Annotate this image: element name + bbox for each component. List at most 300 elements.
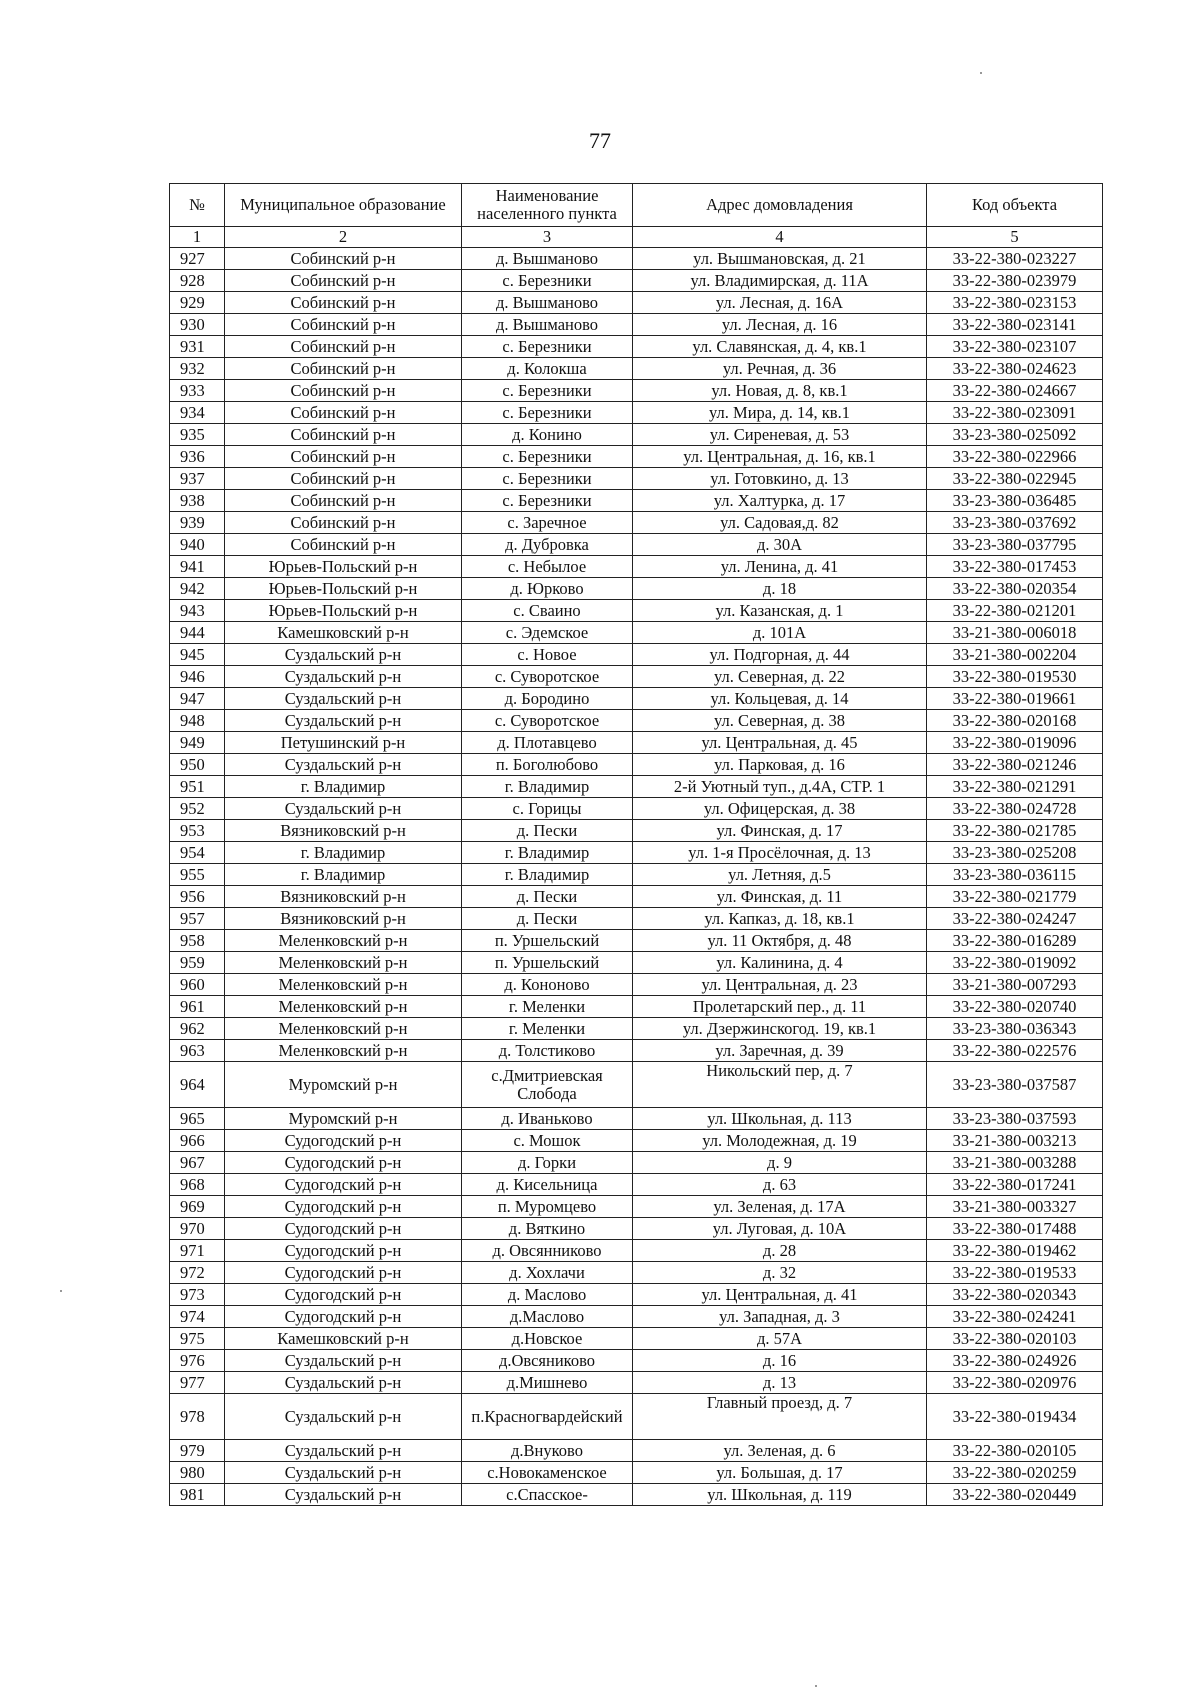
cell-settlement: п. Боголюбово <box>462 754 633 776</box>
cell-object-code: 33-22-380-019533 <box>927 1262 1103 1284</box>
cell-object-code: 33-22-380-020168 <box>927 710 1103 732</box>
cell-address: ул. Садовая,д. 82 <box>633 512 927 534</box>
table-row <box>170 798 1103 820</box>
cell-number: 974 <box>170 1306 225 1328</box>
table-row <box>170 688 1103 710</box>
table-row <box>170 622 1103 644</box>
cell-number: 934 <box>170 402 225 424</box>
cell-address: ул. Речная, д. 36 <box>633 358 927 380</box>
cell-settlement: п. Уршельский <box>462 952 633 974</box>
registry-table <box>169 183 1103 1506</box>
cell-address: д. 30А <box>633 534 927 556</box>
cell-settlement: с. Горицы <box>462 798 633 820</box>
table-row <box>170 1040 1103 1062</box>
cell-object-code: 33-22-380-024241 <box>927 1306 1103 1328</box>
table-row <box>170 556 1103 578</box>
cell-settlement: с. Березники <box>462 490 633 512</box>
cell-settlement: с.Спасское- <box>462 1484 633 1506</box>
table-row <box>170 930 1103 952</box>
cell-address: ул. Зеленая, д. 6 <box>633 1440 927 1462</box>
cell-settlement: д. Пески <box>462 886 633 908</box>
cell-object-code: 33-22-380-020343 <box>927 1284 1103 1306</box>
cell-municipality: Муромский р-н <box>225 1108 462 1130</box>
cell-object-code: 33-21-380-006018 <box>927 622 1103 644</box>
cell-municipality: Судогодский р-н <box>225 1284 462 1306</box>
cell-settlement: д. Плотавцево <box>462 732 633 754</box>
table-row <box>170 732 1103 754</box>
cell-settlement: д. Хохлачи <box>462 1262 633 1284</box>
cell-settlement: г. Меленки <box>462 1018 633 1040</box>
table-row <box>170 600 1103 622</box>
cell-address: ул. Большая, д. 17 <box>633 1462 927 1484</box>
table-row <box>170 336 1103 358</box>
cell-object-code: 33-23-380-037795 <box>927 534 1103 556</box>
scan-speck <box>815 1685 817 1687</box>
table-row <box>170 1152 1103 1174</box>
table-row <box>170 666 1103 688</box>
cell-object-code: 33-22-380-021291 <box>927 776 1103 798</box>
cell-settlement: с. Березники <box>462 446 633 468</box>
cell-municipality: Вязниковский р-н <box>225 908 462 930</box>
cell-object-code: 33-22-380-023979 <box>927 270 1103 292</box>
cell-object-code: 33-23-380-037593 <box>927 1108 1103 1130</box>
table-row <box>170 820 1103 842</box>
table-row <box>170 402 1103 424</box>
cell-address: ул. Новая, д. 8, кв.1 <box>633 380 927 402</box>
cell-municipality: Собинский р-н <box>225 314 462 336</box>
cell-settlement: д. Кисельница <box>462 1174 633 1196</box>
cell-settlement: с. Мошок <box>462 1130 633 1152</box>
cell-number: 939 <box>170 512 225 534</box>
table-row <box>170 908 1103 930</box>
cell-municipality: Юрьев-Польский р-н <box>225 578 462 600</box>
cell-object-code: 33-23-380-025092 <box>927 424 1103 446</box>
cell-address: 2-й Уютный туп., д.4А, СТР. 1 <box>633 776 927 798</box>
cell-municipality: Суздальский р-н <box>225 710 462 732</box>
cell-object-code: 33-23-380-025208 <box>927 842 1103 864</box>
cell-object-code: 33-21-380-002204 <box>927 644 1103 666</box>
cell-number: 933 <box>170 380 225 402</box>
cell-settlement: д.Овсяниково <box>462 1350 633 1372</box>
table-row <box>170 292 1103 314</box>
cell-number: 959 <box>170 952 225 974</box>
cell-number: 977 <box>170 1372 225 1394</box>
cell-settlement: г. Владимир <box>462 842 633 864</box>
table-row <box>170 270 1103 292</box>
cell-settlement: с. Суворотское <box>462 710 633 732</box>
table-row <box>170 952 1103 974</box>
cell-address: ул. Центральная, д. 16, кв.1 <box>633 446 927 468</box>
cell-municipality: г. Владимир <box>225 776 462 798</box>
column-number: 4 <box>633 227 927 248</box>
cell-number: 928 <box>170 270 225 292</box>
cell-municipality: г. Владимир <box>225 864 462 886</box>
cell-address: ул. Центральная, д. 45 <box>633 732 927 754</box>
column-number: 1 <box>170 227 225 248</box>
cell-object-code: 33-22-380-021246 <box>927 754 1103 776</box>
cell-number: 951 <box>170 776 225 798</box>
cell-number: 941 <box>170 556 225 578</box>
cell-number: 940 <box>170 534 225 556</box>
cell-municipality: Меленковский р-н <box>225 996 462 1018</box>
cell-number: 936 <box>170 446 225 468</box>
cell-address: ул. Офицерская, д. 38 <box>633 798 927 820</box>
table-row <box>170 710 1103 732</box>
cell-address: ул. Владимирская, д. 11А <box>633 270 927 292</box>
cell-settlement: с.Дмитриевская Слобода <box>462 1062 633 1108</box>
cell-object-code: 33-22-380-024926 <box>927 1350 1103 1372</box>
cell-number: 979 <box>170 1440 225 1462</box>
cell-settlement: с. Эдемское <box>462 622 633 644</box>
cell-address: ул. Кольцевая, д. 14 <box>633 688 927 710</box>
table-row <box>170 1262 1103 1284</box>
cell-object-code: 33-22-380-020259 <box>927 1462 1103 1484</box>
cell-address: ул. 1-я Просёлочная, д. 13 <box>633 842 927 864</box>
cell-settlement: с. Сваино <box>462 600 633 622</box>
cell-address: ул. Мира, д. 14, кв.1 <box>633 402 927 424</box>
table-row <box>170 1372 1103 1394</box>
table-row <box>170 1218 1103 1240</box>
cell-object-code: 33-22-380-021779 <box>927 886 1103 908</box>
cell-address: д. 28 <box>633 1240 927 1262</box>
cell-municipality: Камешковский р-н <box>225 622 462 644</box>
cell-object-code: 33-22-380-023091 <box>927 402 1103 424</box>
cell-address: ул. Центральная, д. 41 <box>633 1284 927 1306</box>
cell-object-code: 33-22-380-017488 <box>927 1218 1103 1240</box>
cell-settlement: д. Маслово <box>462 1284 633 1306</box>
cell-settlement: д. Вышманово <box>462 314 633 336</box>
cell-settlement: с. Заречное <box>462 512 633 534</box>
cell-municipality: Меленковский р-н <box>225 930 462 952</box>
cell-municipality: Юрьев-Польский р-н <box>225 556 462 578</box>
cell-municipality: Вязниковский р-н <box>225 886 462 908</box>
cell-object-code: 33-21-380-007293 <box>927 974 1103 996</box>
header-cell-settlement: Наименование населенного пункта <box>462 184 633 227</box>
cell-municipality: Собинский р-н <box>225 270 462 292</box>
cell-number: 937 <box>170 468 225 490</box>
cell-number: 932 <box>170 358 225 380</box>
cell-address: Никольский пер, д. 7 <box>633 1062 927 1108</box>
cell-address: ул. Северная, д. 22 <box>633 666 927 688</box>
cell-number: 981 <box>170 1484 225 1506</box>
cell-settlement: д. Вышманово <box>462 292 633 314</box>
cell-address: ул. Сиреневая, д. 53 <box>633 424 927 446</box>
cell-address: ул. Северная, д. 38 <box>633 710 927 732</box>
cell-number: 963 <box>170 1040 225 1062</box>
cell-address: ул. Финская, д. 11 <box>633 886 927 908</box>
cell-municipality: Суздальский р-н <box>225 644 462 666</box>
cell-municipality: Судогодский р-н <box>225 1196 462 1218</box>
cell-settlement: д.Новское <box>462 1328 633 1350</box>
cell-settlement: п.Красногвардейский <box>462 1394 633 1440</box>
scan-speck <box>980 72 982 74</box>
cell-object-code: 33-23-380-036485 <box>927 490 1103 512</box>
cell-municipality: Суздальский р-н <box>225 1372 462 1394</box>
table-row <box>170 248 1103 270</box>
scan-speck <box>60 1290 62 1292</box>
table-row <box>170 468 1103 490</box>
cell-address: ул. 11 Октября, д. 48 <box>633 930 927 952</box>
cell-number: 965 <box>170 1108 225 1130</box>
cell-address: д. 101А <box>633 622 927 644</box>
cell-municipality: Собинский р-н <box>225 402 462 424</box>
cell-object-code: 33-22-380-023227 <box>927 248 1103 270</box>
cell-address: ул. Летняя, д.5 <box>633 864 927 886</box>
table-row <box>170 1462 1103 1484</box>
cell-municipality: Собинский р-н <box>225 490 462 512</box>
column-number-row <box>170 227 1103 248</box>
cell-address: д. 63 <box>633 1174 927 1196</box>
table-row <box>170 754 1103 776</box>
cell-number: 927 <box>170 248 225 270</box>
table-row <box>170 996 1103 1018</box>
cell-municipality: Собинский р-н <box>225 446 462 468</box>
cell-municipality: Собинский р-н <box>225 336 462 358</box>
cell-address: ул. Молодежная, д. 19 <box>633 1130 927 1152</box>
cell-settlement: с. Новое <box>462 644 633 666</box>
cell-object-code: 33-22-380-019661 <box>927 688 1103 710</box>
cell-number: 969 <box>170 1196 225 1218</box>
cell-object-code: 33-21-380-003327 <box>927 1196 1103 1218</box>
cell-object-code: 33-23-380-037692 <box>927 512 1103 534</box>
cell-object-code: 33-22-380-021201 <box>927 600 1103 622</box>
header-row <box>170 184 1103 227</box>
table-row <box>170 1196 1103 1218</box>
cell-municipality: Собинский р-н <box>225 248 462 270</box>
cell-settlement: п. Муромцево <box>462 1196 633 1218</box>
column-number: 2 <box>225 227 462 248</box>
cell-settlement: д. Кононово <box>462 974 633 996</box>
cell-object-code: 33-22-380-023153 <box>927 292 1103 314</box>
table-row <box>170 1174 1103 1196</box>
cell-municipality: Меленковский р-н <box>225 974 462 996</box>
cell-municipality: Судогодский р-н <box>225 1306 462 1328</box>
cell-municipality: Суздальский р-н <box>225 1394 462 1440</box>
table-header <box>170 184 1103 248</box>
cell-municipality: Петушинский р-н <box>225 732 462 754</box>
table-row <box>170 1350 1103 1372</box>
cell-number: 980 <box>170 1462 225 1484</box>
cell-number: 938 <box>170 490 225 512</box>
cell-municipality: Суздальский р-н <box>225 688 462 710</box>
cell-number: 962 <box>170 1018 225 1040</box>
cell-object-code: 33-22-380-024667 <box>927 380 1103 402</box>
cell-settlement: с. Березники <box>462 468 633 490</box>
cell-settlement: д. Вяткино <box>462 1218 633 1240</box>
cell-address: ул. Школьная, д. 113 <box>633 1108 927 1130</box>
cell-settlement: д. Вышманово <box>462 248 633 270</box>
cell-municipality: Суздальский р-н <box>225 1350 462 1372</box>
cell-number: 964 <box>170 1062 225 1108</box>
cell-object-code: 33-22-380-024728 <box>927 798 1103 820</box>
table-row <box>170 1062 1103 1108</box>
cell-number: 945 <box>170 644 225 666</box>
table-body <box>170 248 1103 1506</box>
table-row <box>170 1108 1103 1130</box>
table-row <box>170 1284 1103 1306</box>
cell-number: 966 <box>170 1130 225 1152</box>
cell-address: ул. Дзержинскогод. 19, кв.1 <box>633 1018 927 1040</box>
cell-object-code: 33-22-380-020354 <box>927 578 1103 600</box>
cell-address: ул. Парковая, д. 16 <box>633 754 927 776</box>
cell-settlement: г. Меленки <box>462 996 633 1018</box>
cell-settlement: д.Мишнево <box>462 1372 633 1394</box>
cell-address: ул. Казанская, д. 1 <box>633 600 927 622</box>
cell-object-code: 33-21-380-003288 <box>927 1152 1103 1174</box>
cell-number: 942 <box>170 578 225 600</box>
cell-municipality: Суздальский р-н <box>225 666 462 688</box>
cell-object-code: 33-23-380-036115 <box>927 864 1103 886</box>
cell-object-code: 33-22-380-020976 <box>927 1372 1103 1394</box>
cell-object-code: 33-22-380-017453 <box>927 556 1103 578</box>
cell-address: ул. Калинина, д. 4 <box>633 952 927 974</box>
cell-number: 967 <box>170 1152 225 1174</box>
cell-address: д. 13 <box>633 1372 927 1394</box>
column-number: 5 <box>927 227 1103 248</box>
column-number: 3 <box>462 227 633 248</box>
cell-address: ул. Западная, д. 3 <box>633 1306 927 1328</box>
cell-number: 960 <box>170 974 225 996</box>
cell-number: 956 <box>170 886 225 908</box>
cell-number: 978 <box>170 1394 225 1440</box>
cell-address: ул. Ленина, д. 41 <box>633 556 927 578</box>
cell-number: 970 <box>170 1218 225 1240</box>
cell-municipality: Собинский р-н <box>225 380 462 402</box>
cell-object-code: 33-22-380-019096 <box>927 732 1103 754</box>
cell-number: 929 <box>170 292 225 314</box>
cell-municipality: Суздальский р-н <box>225 754 462 776</box>
cell-municipality: Муромский р-н <box>225 1062 462 1108</box>
cell-municipality: Судогодский р-н <box>225 1218 462 1240</box>
cell-municipality: Юрьев-Польский р-н <box>225 600 462 622</box>
cell-object-code: 33-22-380-022945 <box>927 468 1103 490</box>
cell-settlement: д. Дубровка <box>462 534 633 556</box>
cell-number: 976 <box>170 1350 225 1372</box>
table-row <box>170 1394 1103 1440</box>
cell-settlement: д.Внуково <box>462 1440 633 1462</box>
cell-settlement: г. Владимир <box>462 864 633 886</box>
table-row <box>170 490 1103 512</box>
cell-municipality: Суздальский р-н <box>225 1440 462 1462</box>
header-cell-number: № <box>170 184 225 227</box>
cell-object-code: 33-22-380-020449 <box>927 1484 1103 1506</box>
cell-number: 948 <box>170 710 225 732</box>
cell-municipality: Меленковский р-н <box>225 1018 462 1040</box>
cell-municipality: Суздальский р-н <box>225 798 462 820</box>
table-row <box>170 1328 1103 1350</box>
header-cell-object-code: Код объекта <box>927 184 1103 227</box>
cell-object-code: 33-22-380-020103 <box>927 1328 1103 1350</box>
cell-municipality: Собинский р-н <box>225 358 462 380</box>
cell-number: 931 <box>170 336 225 358</box>
table-row <box>170 776 1103 798</box>
cell-address: ул. Славянская, д. 4, кв.1 <box>633 336 927 358</box>
cell-municipality: Меленковский р-н <box>225 1040 462 1062</box>
table-row <box>170 1130 1103 1152</box>
cell-address: ул. Готовкино, д. 13 <box>633 468 927 490</box>
cell-address: д. 18 <box>633 578 927 600</box>
cell-number: 952 <box>170 798 225 820</box>
table-row <box>170 974 1103 996</box>
cell-municipality: Судогодский р-н <box>225 1262 462 1284</box>
cell-address: д. 32 <box>633 1262 927 1284</box>
cell-number: 949 <box>170 732 225 754</box>
cell-settlement: с. Небылое <box>462 556 633 578</box>
cell-address: ул. Центральная, д. 23 <box>633 974 927 996</box>
cell-settlement: с. Березники <box>462 402 633 424</box>
cell-municipality: Собинский р-н <box>225 512 462 534</box>
cell-number: 953 <box>170 820 225 842</box>
table-row <box>170 644 1103 666</box>
cell-object-code: 33-22-380-020105 <box>927 1440 1103 1462</box>
cell-settlement: д. Колокша <box>462 358 633 380</box>
cell-municipality: Судогодский р-н <box>225 1152 462 1174</box>
cell-settlement: п. Уршельский <box>462 930 633 952</box>
table-row <box>170 380 1103 402</box>
cell-number: 968 <box>170 1174 225 1196</box>
cell-settlement: д. Овсянниково <box>462 1240 633 1262</box>
cell-number: 973 <box>170 1284 225 1306</box>
cell-municipality: Камешковский р-н <box>225 1328 462 1350</box>
cell-object-code: 33-23-380-036343 <box>927 1018 1103 1040</box>
cell-address: ул. Лесная, д. 16А <box>633 292 927 314</box>
cell-settlement: д. Иваньково <box>462 1108 633 1130</box>
cell-object-code: 33-21-380-003213 <box>927 1130 1103 1152</box>
cell-object-code: 33-22-380-024623 <box>927 358 1103 380</box>
table-row <box>170 1440 1103 1462</box>
cell-address: ул. Луговая, д. 10А <box>633 1218 927 1240</box>
cell-object-code: 33-22-380-022576 <box>927 1040 1103 1062</box>
cell-address: ул. Школьная, д. 119 <box>633 1484 927 1506</box>
cell-number: 930 <box>170 314 225 336</box>
cell-address: Пролетарский пер., д. 11 <box>633 996 927 1018</box>
cell-address: д. 57А <box>633 1328 927 1350</box>
cell-number: 946 <box>170 666 225 688</box>
cell-settlement: д.Маслово <box>462 1306 633 1328</box>
cell-municipality: Суздальский р-н <box>225 1462 462 1484</box>
cell-object-code: 33-23-380-037587 <box>927 1062 1103 1108</box>
cell-municipality: Суздальский р-н <box>225 1484 462 1506</box>
cell-address: ул. Заречная, д. 39 <box>633 1040 927 1062</box>
cell-settlement: д. Юрково <box>462 578 633 600</box>
table-row <box>170 842 1103 864</box>
cell-settlement: д. Пески <box>462 820 633 842</box>
cell-municipality: Собинский р-н <box>225 468 462 490</box>
cell-municipality: Собинский р-н <box>225 424 462 446</box>
cell-address: Главный проезд, д. 7 <box>633 1394 927 1440</box>
cell-object-code: 33-22-380-022966 <box>927 446 1103 468</box>
table-row <box>170 864 1103 886</box>
page-number: 77 <box>589 128 611 153</box>
cell-settlement: с. Суворотское <box>462 666 633 688</box>
cell-number: 944 <box>170 622 225 644</box>
table-row <box>170 1240 1103 1262</box>
cell-object-code: 33-22-380-023107 <box>927 336 1103 358</box>
cell-address: ул. Лесная, д. 16 <box>633 314 927 336</box>
table-row <box>170 358 1103 380</box>
cell-municipality: Судогодский р-н <box>225 1130 462 1152</box>
cell-settlement: д. Пески <box>462 908 633 930</box>
cell-number: 961 <box>170 996 225 1018</box>
cell-settlement: с. Березники <box>462 336 633 358</box>
cell-address: ул. Халтурка, д. 17 <box>633 490 927 512</box>
cell-municipality: Судогодский р-н <box>225 1174 462 1196</box>
cell-number: 972 <box>170 1262 225 1284</box>
cell-object-code: 33-22-380-019462 <box>927 1240 1103 1262</box>
cell-number: 958 <box>170 930 225 952</box>
cell-settlement: д. Бородино <box>462 688 633 710</box>
cell-address: ул. Финская, д. 17 <box>633 820 927 842</box>
